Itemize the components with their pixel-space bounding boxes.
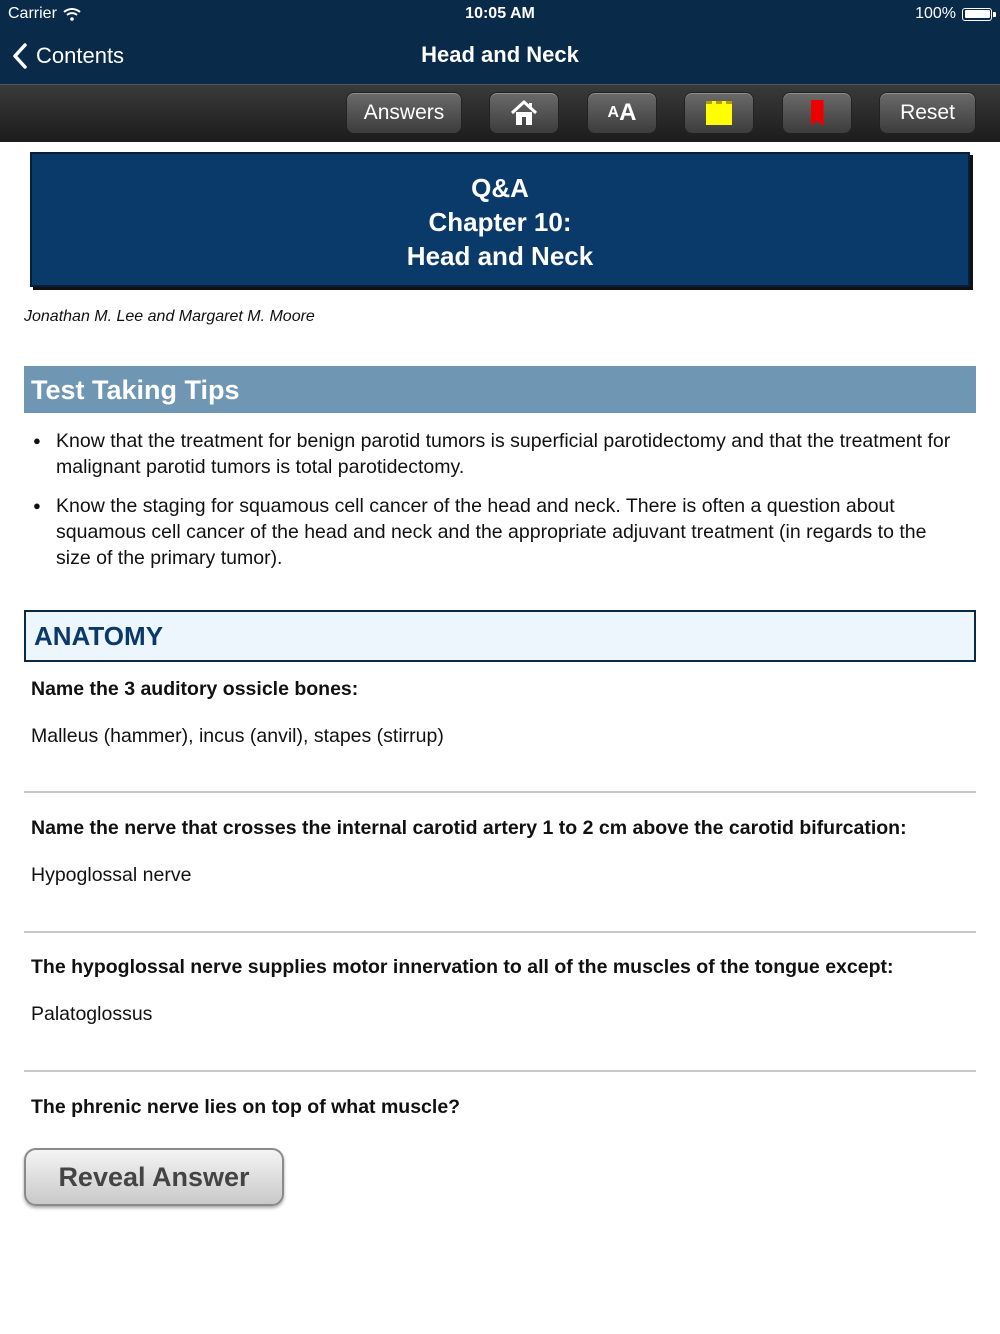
notes-button[interactable] — [684, 92, 754, 134]
divider — [24, 931, 976, 933]
answer-text: Hypoglossal nerve — [31, 864, 192, 886]
tip-item: ● Know that the treatment for benign parotid tumors is superficial parotidectomy and that the treatment for malignant parotid tumors is total parotidectomy. — [24, 428, 976, 480]
battery-percent: 100% — [915, 5, 956, 22]
reset-button[interactable]: Reset — [879, 92, 976, 134]
question-text: The hypoglossal nerve supplies motor innervation to all of the muscles of the tongue except: — [31, 956, 894, 978]
answer-text: Palatoglossus — [31, 1003, 153, 1025]
authors: Jonathan M. Lee and Margaret M. Moore — [24, 308, 315, 325]
qa-item — [24, 817, 976, 887]
battery-info — [915, 5, 992, 23]
home-icon — [509, 98, 539, 128]
page-title: Head and Neck — [421, 42, 579, 67]
home-button[interactable] — [489, 92, 559, 134]
battery-icon — [962, 8, 992, 21]
carrier-label: Carrier — [8, 5, 57, 22]
font-size-button[interactable] — [587, 92, 657, 134]
toolbar — [0, 84, 1000, 142]
status-time: 10:05 AM — [465, 5, 535, 22]
reveal-answer-button[interactable]: Reveal Answer — [24, 1148, 284, 1206]
divider — [24, 791, 976, 793]
battery-fill — [965, 10, 990, 18]
tip-item: ● Know the staging for squamous cell cancer of the head and neck. There is often a question about squamous cell cancer of the head and neck and the appropriate adjuvant treatment (in regards to the size of the primary tumor). — [24, 493, 976, 571]
answer-text: Malleus (hammer), incus (anvil), stapes (stirrup) — [31, 725, 444, 747]
qa-item — [24, 1096, 976, 1119]
note-icon — [706, 101, 732, 125]
bookmark-button[interactable] — [782, 92, 852, 134]
qa-item — [24, 678, 976, 748]
font-size-small-a: A — [607, 104, 620, 121]
question-text: The phrenic nerve lies on top of what muscle? — [31, 1096, 461, 1118]
chapter-line-3: Head and Neck — [406, 241, 594, 271]
bookmark-icon — [811, 100, 824, 126]
navigation-bar — [0, 28, 1000, 84]
question-text: Name the 3 auditory ossicle bones: — [31, 678, 359, 700]
tips-header: Test Taking Tips — [24, 366, 976, 413]
font-size-large-a: A — [619, 99, 637, 126]
qa-item — [24, 956, 976, 1026]
back-button-label: Contents — [36, 43, 125, 68]
divider — [24, 1070, 976, 1072]
tips-list — [24, 428, 976, 584]
answers-button[interactable]: Answers — [346, 92, 462, 134]
chapter-line-1: Q&A — [471, 173, 529, 203]
chapter-banner — [30, 152, 970, 287]
status-bar — [0, 0, 1000, 28]
section-header-anatomy: ANATOMY — [24, 610, 976, 662]
question-text: Name the nerve that crosses the internal carotid artery 1 to 2 cm above the carotid bifurcation: — [31, 817, 907, 839]
chapter-line-2: Chapter 10: — [428, 207, 572, 237]
